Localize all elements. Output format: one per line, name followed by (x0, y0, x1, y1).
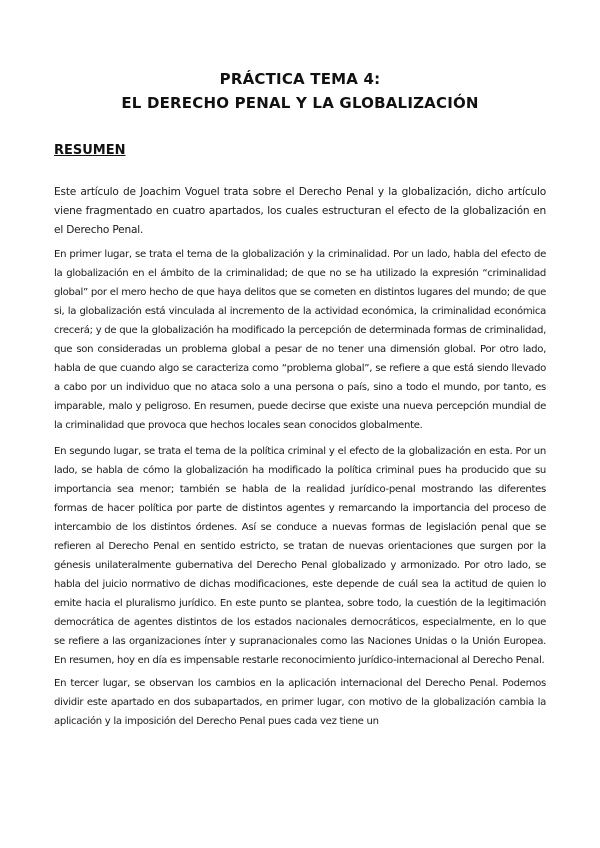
document-title-line-2: EL DERECHO PENAL Y LA GLOBALIZACIÓN (121, 94, 479, 112)
document-title-line-1: PRÁCTICA TEMA 4: (219, 70, 381, 88)
paragraph-first-section: En primer lugar, se trata el tema de la globalización y la criminalidad. Por un lado, habla del efecto de la globalización en el ámbito de la criminalidad; de que no se ha utilizado la expresión “criminalidad global” por el mero hecho de que haya delitos que se cometen en distintos lugares del mundo; de que si, la globalización está vinculada al incremento de la actividad económica, la criminalidad económica crecerá; y de que la globalización ha modificado la percepción de determinada formas de criminalidad, que son consideradas un problema global a pesar de no tener una dimensión global. Por otro lado, habla de que cuando algo se caracteriza como “problema global”, se refiere a que está siendo llevado a cabo por un individuo que no ataca solo a una persona o país, sino a todo el mundo, por tanto, es imparable, malo y peligroso. En resumen, puede decirse que existe una nueva percepción mundial de la criminalidad que provoca que hechos locales sean conocidos globalmente. (54, 249, 546, 432)
paragraph-second-section: En segundo lugar, se trata el tema de la política criminal y el efecto de la globalización en esta. Por un lado, se habla de cómo la globalización ha modificado la política criminal pues ha producido que su importancia sea menor; también se habla de la realidad jurídico-penal mostrando las diferentes formas de hacer política por parte de distintos agentes y remarcando la importancia del proceso de intercambio de los distintos órdenes. Así se conduce a nuevas formas de legislación penal que se refieren al Derecho Penal en sentido estricto, se tratan de nuevas orientaciones que surgen por la génesis unilateralmente gubernativa del Derecho Penal globalizado y armonizado. Por otro lado, se habla del juicio normativo de dichas modificaciones, este depende de cuál sea la actitud de quien lo emite hacia el pluralismo jurídico. En este punto se plantea, sobre todo, la cuestión de la legitimación democrática de agentes distintos de los estados nacionales democráticos, especialmente, en lo que se refiere a las organizaciones ínter y supranacionales como las Naciones Unidas o la Unión Europea. En resumen, hoy en día es impensable restarle reconocimiento jurídico-internacional al Derecho Penal. (54, 446, 546, 667)
section-heading-resumen: RESUMEN (54, 143, 126, 158)
paragraph-introduction: Este artículo de Joachim Voguel trata sobre el Derecho Penal y la globalización, dicho artículo viene fragmentado en cuatro apartados, los cuales estructuran el efecto de la globalización en el Derecho Penal. (54, 185, 546, 236)
paragraph-third-section: En tercer lugar, se observan los cambios en la aplicación internacional del Derecho Penal. Podemos dividir este apartado en dos subapartados, en primer lugar, con motivo de la globalización cambia la aplicación y la imposición del Derecho Penal pues cada vez tiene un (54, 678, 546, 728)
